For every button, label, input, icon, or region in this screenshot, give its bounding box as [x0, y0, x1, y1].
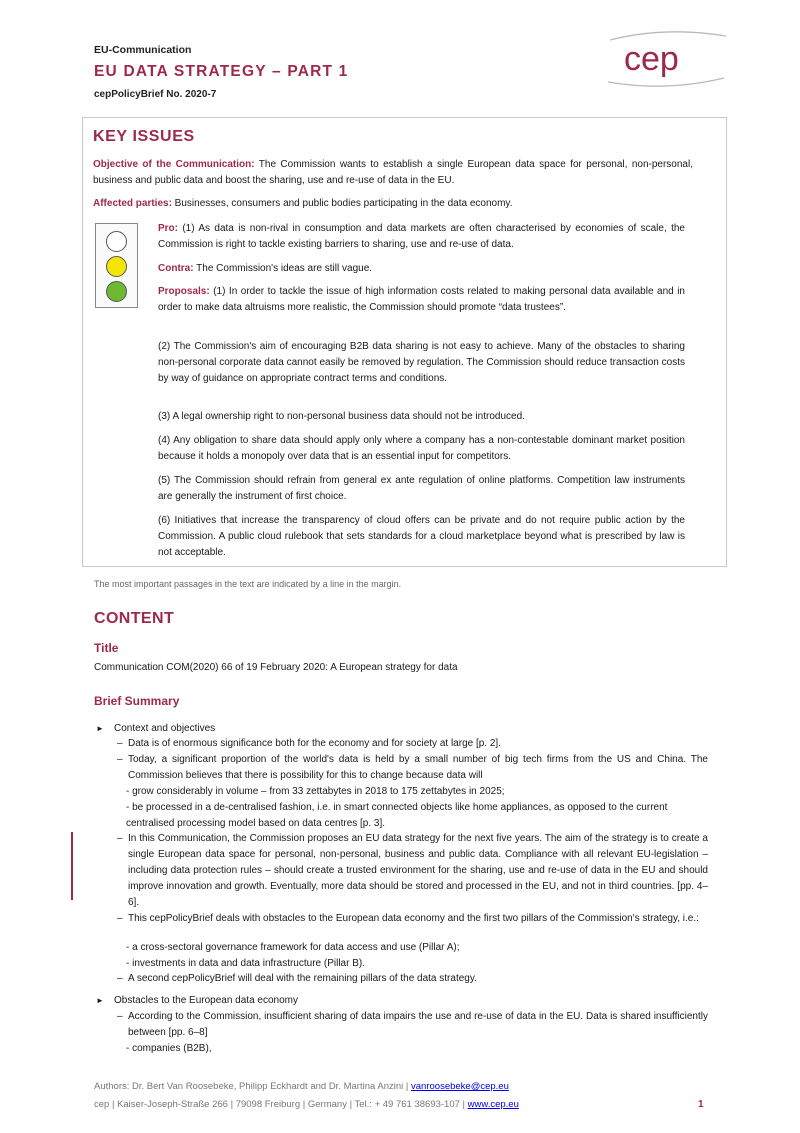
- title-heading: Title: [94, 641, 119, 655]
- footer-address-text: cep | Kaiser-Joseph-Straße 266 | 79098 Freiburg | Germany | Tel.: + 49 761 38693-107 |: [94, 1099, 468, 1110]
- traffic-light-green-lamp: [106, 281, 127, 302]
- proposal-5: (5) The Commission should refrain from general ex ante regulation of online platforms. Competition law instruments are generally the instrument of first choice.: [158, 475, 685, 502]
- margin-highlight-line: [71, 832, 73, 900]
- margin-note: The most important passages in the text are indicated by a line in the margin.: [94, 579, 402, 589]
- bullet-arrow-icon: ►: [96, 996, 104, 1005]
- dash-marker: –: [117, 973, 123, 984]
- brief-number: cepPolicyBrief No. 2020-7: [94, 89, 217, 100]
- website-link[interactable]: www.cep.eu: [467, 1099, 519, 1110]
- pro-label: Pro:: [158, 223, 178, 234]
- pro-text: (1) As data is non-rival in consumption and data markets are often characterised by economies of scale, the Commission is right to tackle existing barriers to sharing, use and re-use of data.: [158, 223, 685, 250]
- bullet-context: [96, 721, 216, 737]
- list-item-text: A second cepPolicyBrief will deal with the remaining pillars of the data strategy.: [128, 973, 477, 984]
- contra-label: Contra:: [158, 263, 194, 274]
- bullet-context-label: Context and objectives: [114, 723, 216, 734]
- pro-paragraph: [158, 221, 685, 253]
- dash-marker: –: [117, 738, 123, 749]
- objective-label: Objective of the Communication:: [93, 159, 255, 170]
- proposal-1: [158, 284, 685, 316]
- bullet-obstacles: [96, 993, 299, 1009]
- dash-marker: –: [117, 754, 123, 765]
- bullet-arrow-icon: ►: [96, 724, 104, 733]
- communication-title: Communication COM(2020) 66 of 19 February 2020: A European strategy for data: [94, 662, 458, 673]
- page-number: 1: [698, 1099, 704, 1110]
- affected-text: Businesses, consumers and public bodies participating in the data economy.: [171, 198, 513, 209]
- sub-list-item: - be processed in a de-centralised fashion, i.e. in smart connected objects like home appliances, as opposed to the current centralised processing model based on data centres [p. 3].: [126, 802, 668, 829]
- list-item-text: According to the Commission, insufficient sharing of data impairs the use and re-use of data in the EU. Data is shared insufficiently between [pp. 6–8]: [128, 1011, 708, 1038]
- list-item-text: Today, a significant proportion of the world's data is held by a small number of big tech firms from the US and China. The Commission believes that there is possibility for this to change because data will: [128, 754, 708, 781]
- objective-text: The Commission wants to establish a single European data space for personal, non-personal, business and public data and boost the sharing, use and re-use of data in the EU.: [93, 159, 693, 186]
- list-item: [117, 971, 708, 987]
- list-item-text: In this Communication, the Commission proposes an EU data strategy for the next five years. The aim of the strategy is to create a single European data space for personal, non-personal, business and public data. Compliance with all relevant EU-legislation – including data protection rules – should create a trusted environment for the sharing, use and re-use of data in the EU and should improve innovation and growth. Eventually, more data should be stored and processed in the EU, and not in third countries. [pp. 4–6].: [128, 833, 708, 908]
- list-item-text: This cepPolicyBrief deals with obstacles to the European data economy and the first two pillars of the Commission's strategy, i.e.:: [128, 913, 699, 924]
- sub-list-item: - grow considerably in volume – from 33 zettabytes in 2018 to 175 zettabytes in 2025;: [126, 786, 505, 797]
- dash-marker: –: [117, 913, 123, 924]
- footer-address: [94, 1099, 519, 1110]
- affected-label: Affected parties:: [93, 198, 172, 209]
- footer-authors-text: Authors: Dr. Bert Van Roosebeke, Philipp Eckhardt and Dr. Martina Anzini |: [94, 1081, 412, 1092]
- list-item-text: Data is of enormous significance both for the economy and for society at large [p. 2].: [128, 738, 501, 749]
- series-label: EU-Communication: [94, 44, 192, 56]
- sub-list-item: - investments in data and data infrastructure (Pillar B).: [126, 958, 365, 969]
- list-item: [117, 752, 708, 784]
- key-issues-heading: KEY ISSUES: [93, 128, 195, 145]
- cep-logo: [604, 26, 730, 90]
- traffic-light-icon: [95, 223, 138, 308]
- logo-text: cep: [624, 40, 679, 78]
- bullet-obstacles-label: Obstacles to the European data economy: [114, 995, 299, 1006]
- list-item: [117, 831, 708, 911]
- author-email-link[interactable]: vanroosebeke@cep.eu: [411, 1081, 509, 1092]
- contra-paragraph: [158, 261, 685, 277]
- proposals-label: Proposals:: [158, 286, 210, 297]
- list-item: [117, 911, 708, 927]
- proposal-2: (2) The Commission's aim of encouraging B2B data sharing is not easy to achieve. Many of the obstacles to sharing non-personal corporate data cannot easily be removed by regulation. The Commission should reduce transaction costs by way of guidance on appropriate contract terms and conditions.: [158, 341, 685, 384]
- sub-list-item: - a cross-sectoral governance framework for data access and use (Pillar A);: [126, 942, 460, 953]
- proposal-6: (6) Initiatives that increase the transparency of cloud offers can be private and do not require public action by the Commission. A public cloud rulebook that sets standards for a cloud marketplace beyond what is prescribed by law is not acceptable.: [158, 515, 685, 558]
- affected-parties-paragraph: [93, 196, 693, 212]
- content-heading: CONTENT: [94, 610, 175, 627]
- dash-marker: –: [117, 1011, 123, 1022]
- traffic-light-yellow-lamp: [106, 256, 127, 277]
- proposal-1-text: (1) In order to tackle the issue of high information costs related to making personal data available and in order to make data altruisms more realistic, the Commission should promote “data trustees”.: [158, 286, 685, 313]
- dash-marker: –: [117, 833, 123, 844]
- document-title: EU DATA STRATEGY – PART 1: [94, 63, 349, 80]
- sub-list-item: - companies (B2B),: [126, 1043, 212, 1054]
- brief-summary-heading: Brief Summary: [94, 694, 180, 708]
- proposal-4: (4) Any obligation to share data should apply only where a company has a non-contestable dominant market position because it holds a monopoly over data that is an essential input for competitors.: [158, 435, 685, 462]
- list-item: [117, 736, 708, 752]
- traffic-light-white-lamp: [106, 231, 127, 252]
- proposal-3: (3) A legal ownership right to non-personal business data should not be introduced.: [158, 411, 525, 422]
- list-item: [117, 1009, 708, 1041]
- contra-text: The Commission's ideas are still vague.: [193, 263, 373, 274]
- objective-paragraph: [93, 157, 693, 189]
- footer-authors: [94, 1081, 509, 1092]
